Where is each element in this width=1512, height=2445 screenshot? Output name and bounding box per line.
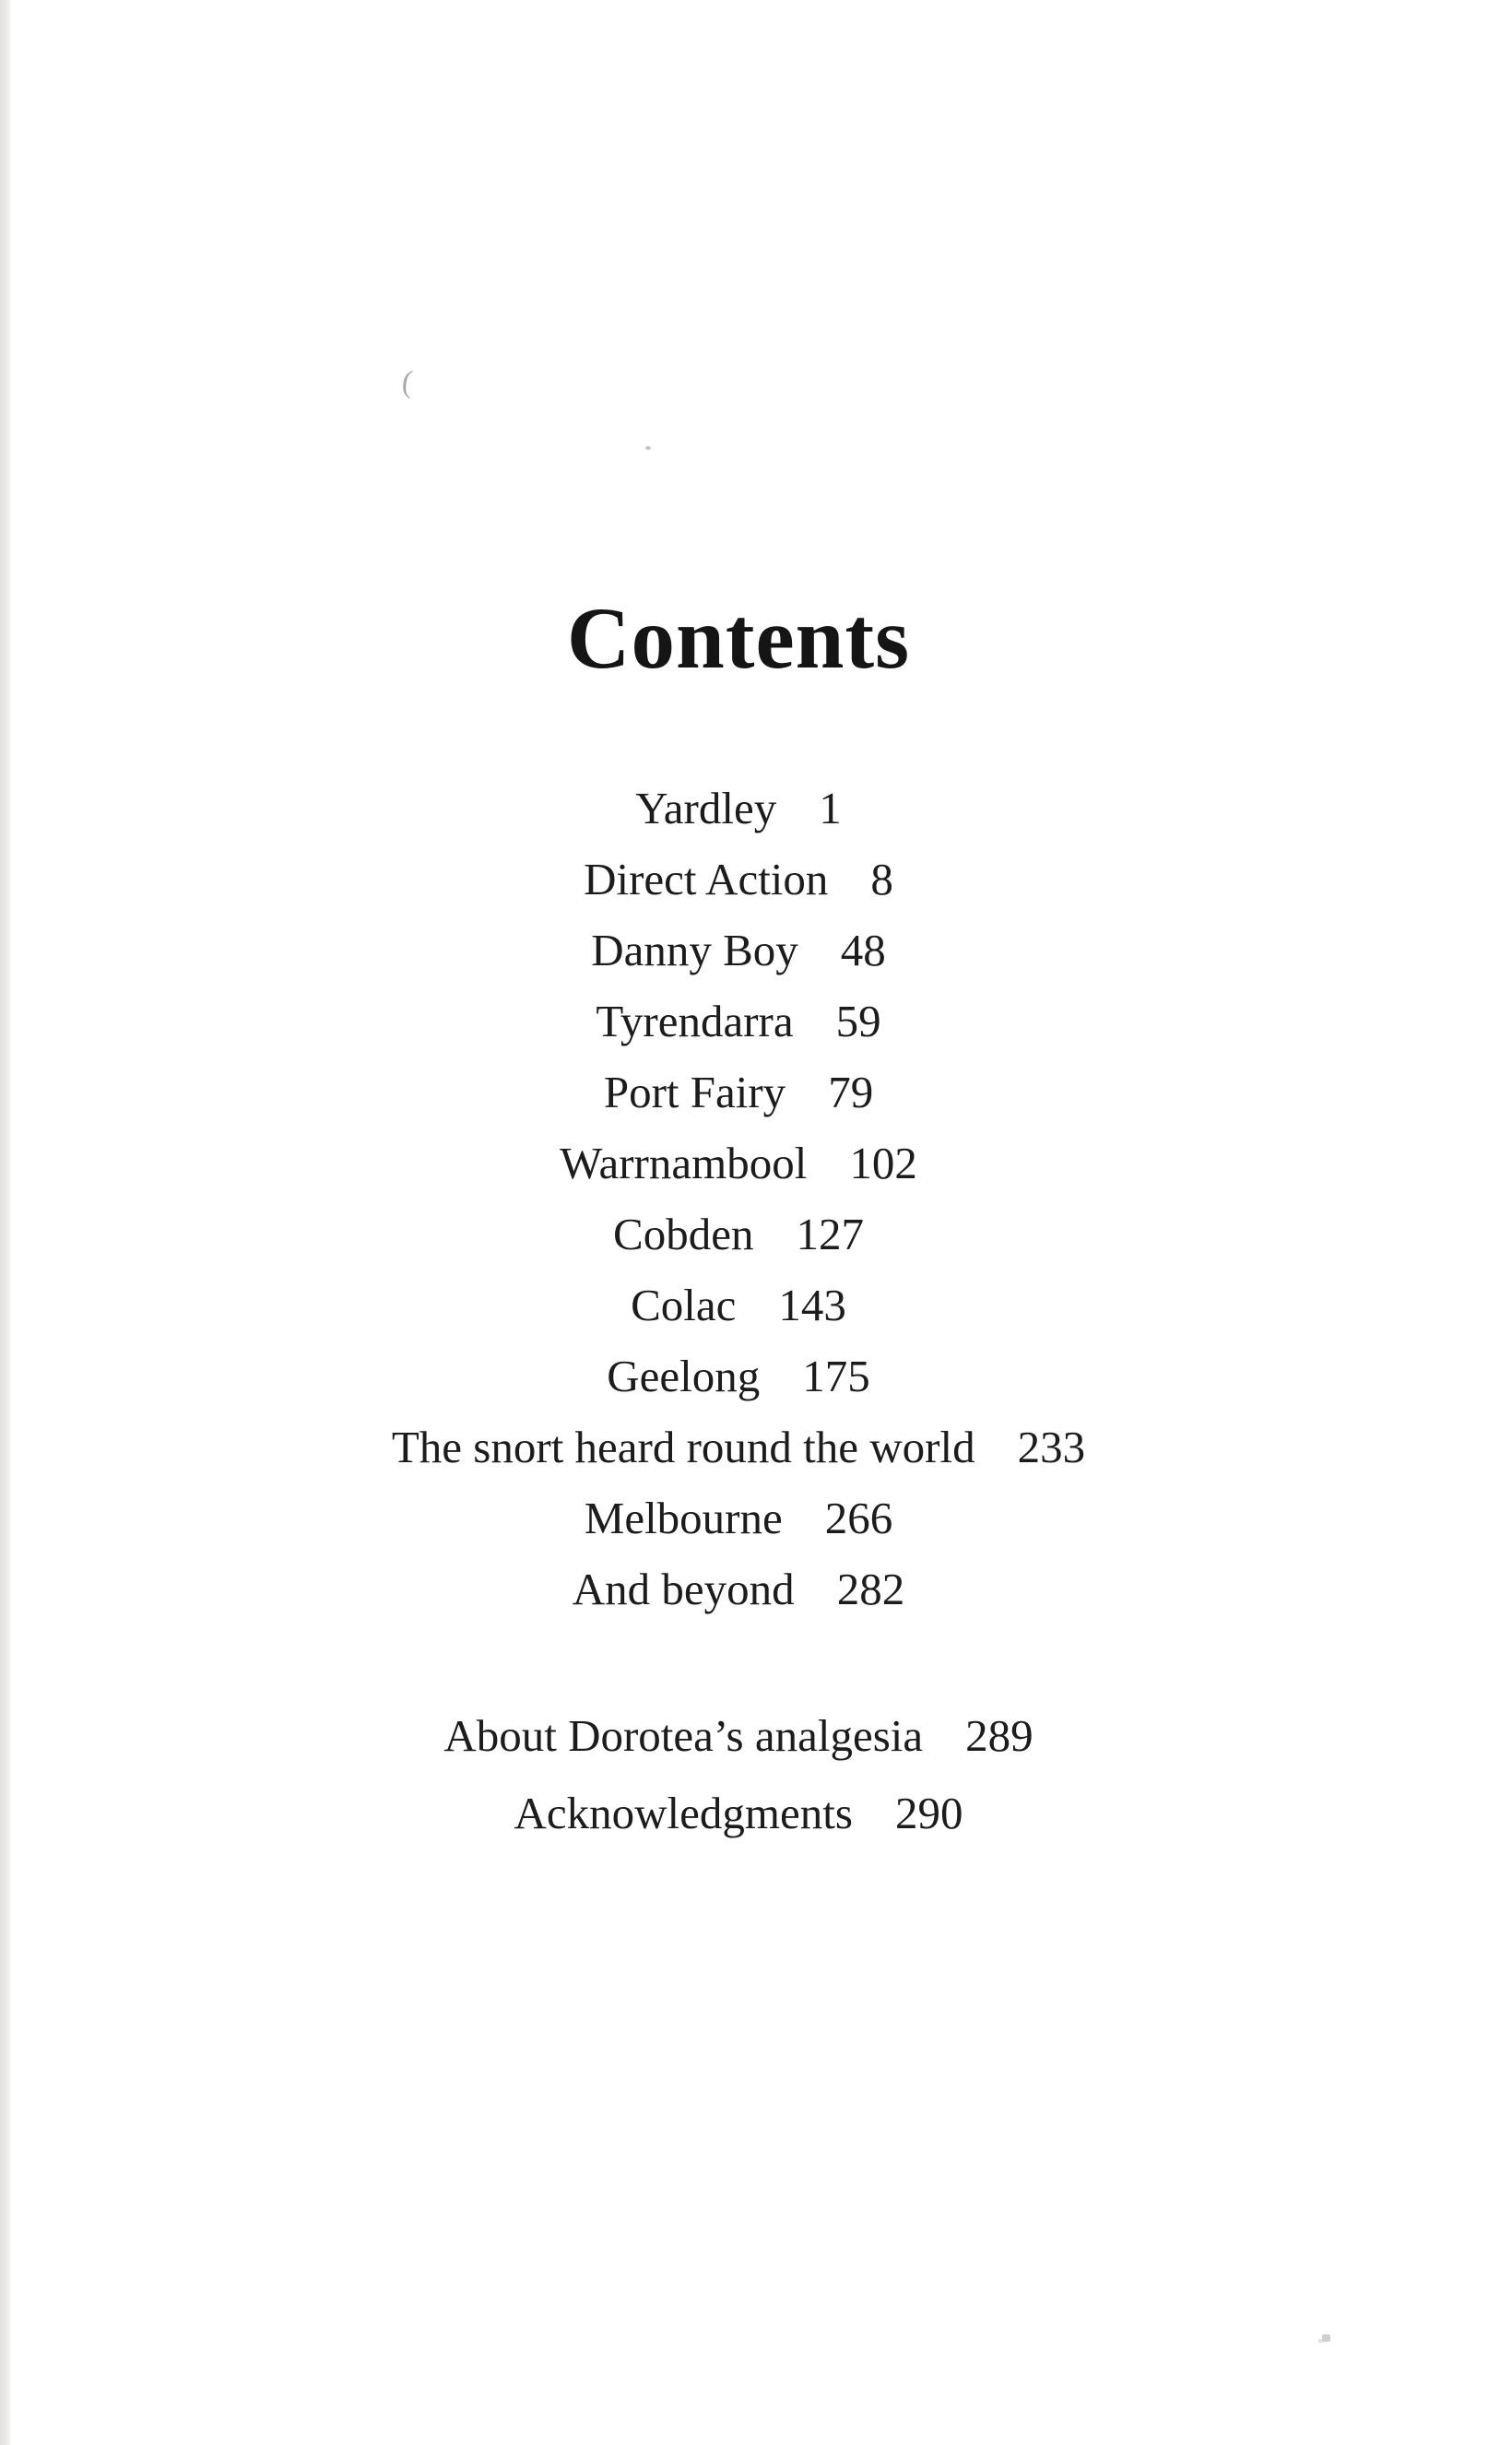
toc-entry-label: The snort heard round the world	[391, 1422, 975, 1472]
toc-entry-label: Tyrendarra	[596, 996, 794, 1046]
back-matter-entry-page-number: 290	[894, 1787, 963, 1838]
toc-entry	[0, 773, 1477, 844]
back-matter-list	[0, 1696, 1477, 1851]
toc-entry	[0, 844, 1477, 915]
back-matter-entry-page-number: 289	[965, 1709, 1034, 1761]
toc-entry-label: Geelong	[607, 1351, 761, 1401]
toc-entry-page-number: 59	[835, 996, 881, 1046]
toc-entry-label: And beyond	[572, 1564, 795, 1614]
toc-entry-label: Danny Boy	[591, 925, 798, 975]
toc-list	[0, 773, 1477, 1624]
back-matter-entry	[0, 1696, 1477, 1774]
toc-entry-page-number: 233	[1017, 1422, 1086, 1472]
toc-entry-page-number: 8	[870, 854, 893, 904]
toc-entry-label: Warrnambool	[560, 1138, 808, 1188]
toc-entry-page-number: 143	[778, 1280, 846, 1330]
back-matter-entry-label: Acknowledgments	[514, 1787, 853, 1838]
toc-entry-label: Yardley	[635, 783, 777, 833]
toc-entry	[0, 1057, 1477, 1128]
page-title: Contents	[566, 589, 911, 687]
scan-artifact-paren: (	[400, 364, 415, 400]
toc-entry	[0, 1553, 1477, 1624]
toc-entry	[0, 1411, 1477, 1482]
toc-entry-page-number: 282	[836, 1564, 905, 1614]
back-matter-entry-label: About Dorotea’s analgesia	[443, 1709, 924, 1761]
back-matter-entry	[0, 1774, 1477, 1851]
toc-entry-page-number: 48	[840, 925, 886, 975]
toc-entry	[0, 1199, 1477, 1270]
toc-entry	[0, 915, 1477, 986]
toc-entry-label: Colac	[631, 1280, 737, 1330]
toc-entry-label: Port Fairy	[603, 1067, 786, 1117]
toc-entry-page-number: 1	[819, 783, 842, 833]
toc-entry-label: Cobden	[613, 1209, 754, 1259]
toc-entry	[0, 986, 1477, 1057]
toc-entry-page-number: 127	[796, 1209, 864, 1259]
toc-entry-page-number: 102	[849, 1138, 917, 1188]
toc-entry	[0, 1482, 1477, 1553]
toc-entry-page-number: 79	[828, 1067, 874, 1117]
toc-entry-page-number: 266	[824, 1493, 893, 1543]
toc-entry-page-number: 175	[802, 1351, 870, 1401]
toc-entry	[0, 1270, 1477, 1341]
toc-entry-label: Direct Action	[584, 854, 829, 904]
toc-entry	[0, 1341, 1477, 1411]
toc-entry	[0, 1128, 1477, 1199]
toc-entry-label: Melbourne	[584, 1493, 783, 1543]
